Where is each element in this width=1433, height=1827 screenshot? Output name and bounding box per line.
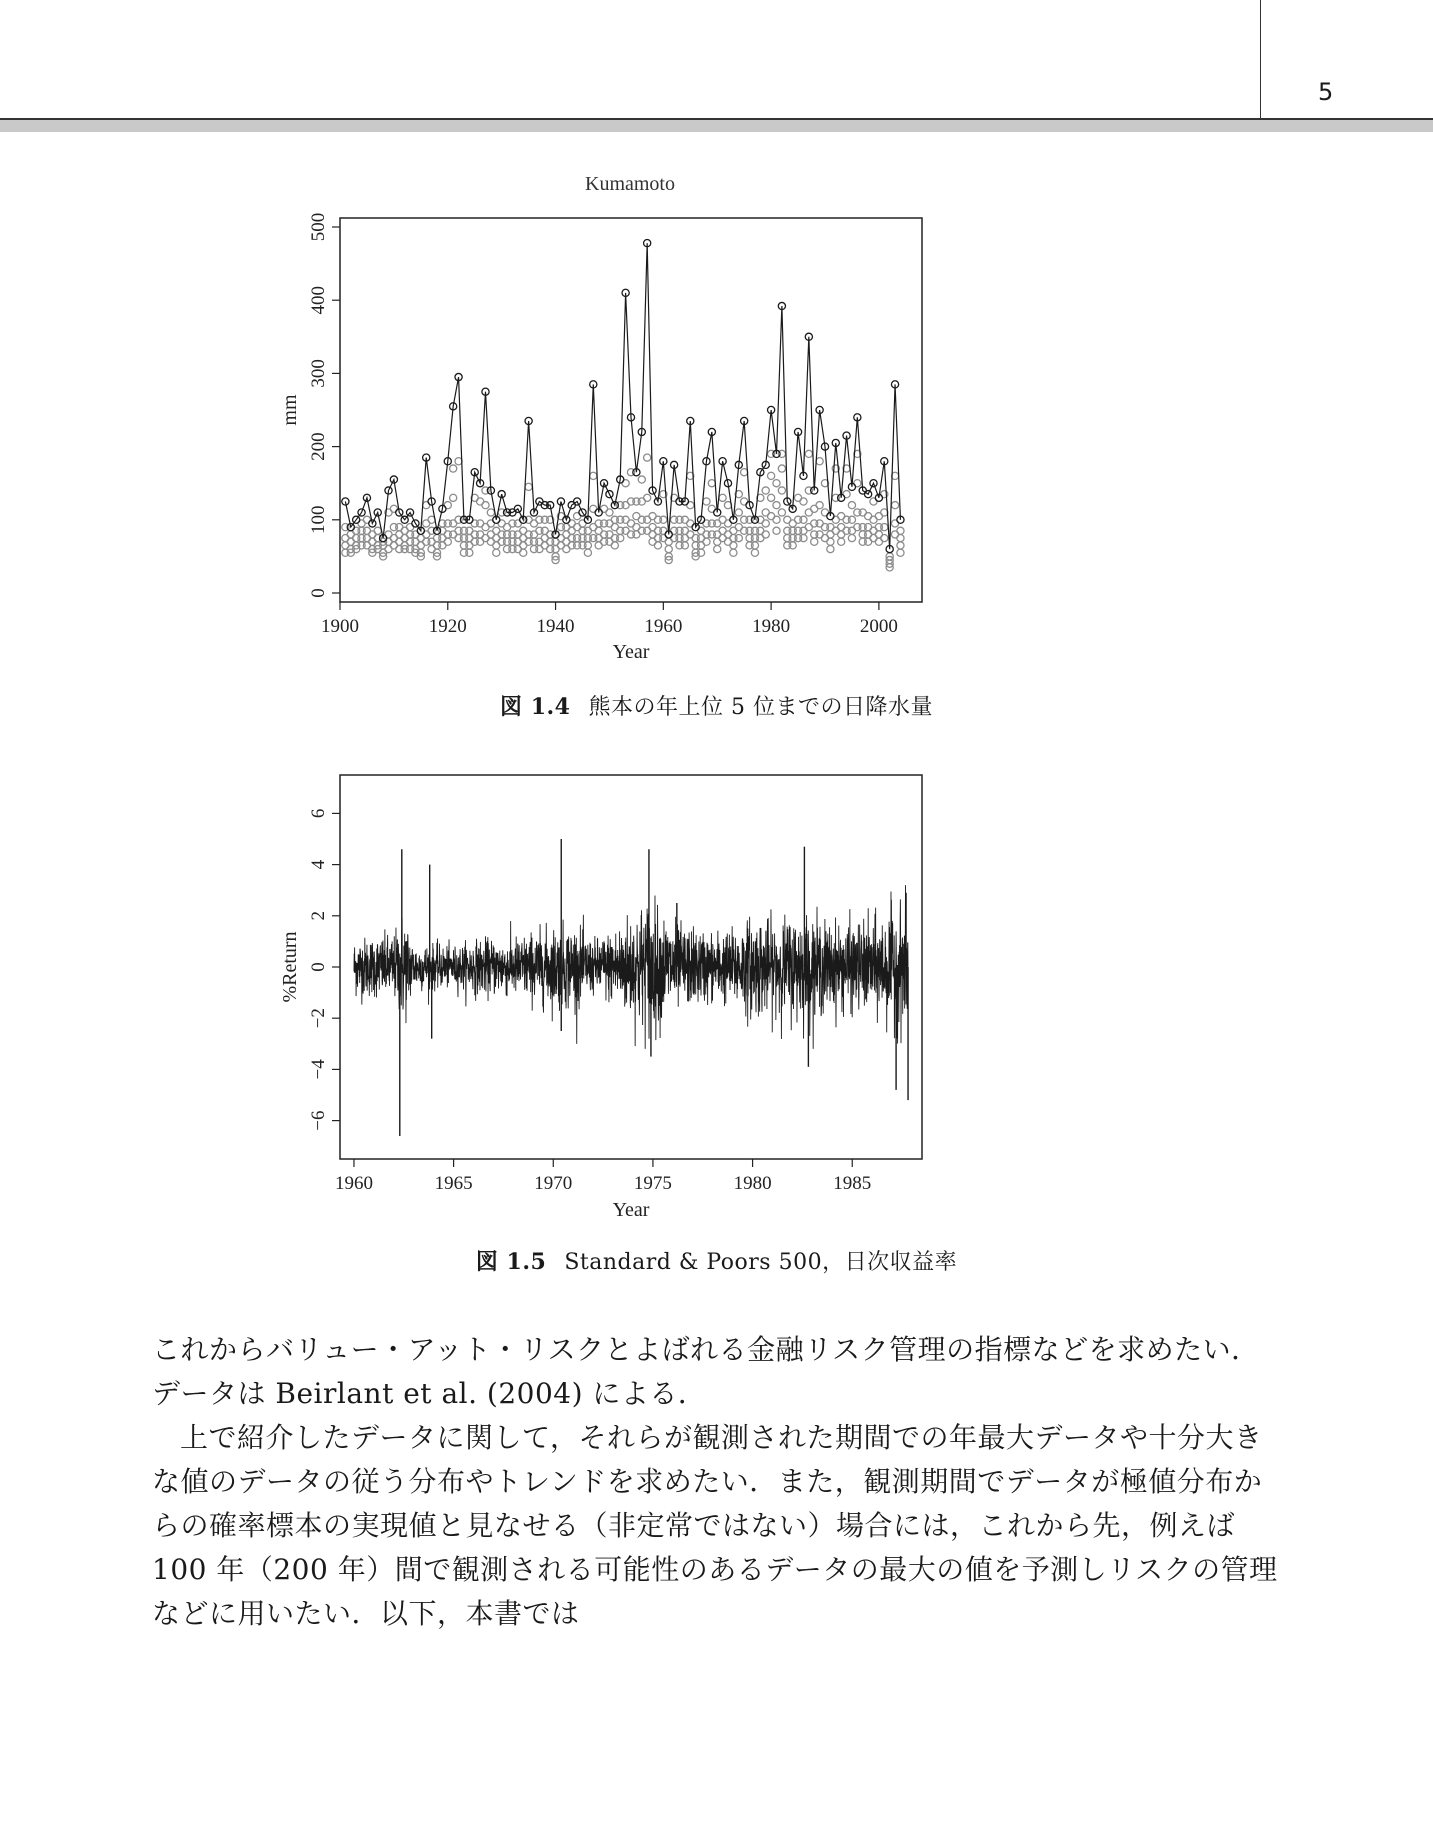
data-point: [827, 538, 834, 545]
data-point: [714, 538, 721, 545]
data-point: [827, 531, 834, 538]
y-tick-label: 0: [308, 962, 329, 972]
data-point: [751, 549, 758, 556]
data-point: [466, 527, 473, 534]
data-point: [611, 516, 618, 523]
data-point: [800, 535, 807, 542]
data-point: [789, 535, 796, 542]
data-point: [865, 513, 872, 520]
data-point: [838, 531, 845, 538]
data-point: [654, 542, 661, 549]
data-point: [848, 535, 855, 542]
figure-label: 図 1.4: [500, 694, 571, 720]
data-point: [778, 509, 785, 516]
data-point: [714, 531, 721, 538]
data-point: [703, 498, 710, 505]
paragraph: これからバリュー・アット・リスクとよばれる金融リスク管理の指標などを求めたい．データは Beirlant et al. (2004) による．: [152, 1333, 1260, 1410]
x-tick-label: 1985: [833, 1173, 872, 1194]
data-point: [654, 516, 661, 523]
y-tick-label: 0: [308, 588, 329, 598]
data-point: [493, 542, 500, 549]
x-tick-label: 1980: [752, 616, 791, 637]
data-point: [773, 527, 780, 534]
x-tick-label: 1960: [334, 1173, 373, 1194]
data-point: [714, 520, 721, 527]
data-point: [552, 538, 559, 545]
y-tick-label: 2: [308, 911, 329, 921]
data-point: [789, 527, 796, 534]
x-axis-label: Year: [612, 1199, 650, 1221]
data-point: [789, 520, 796, 527]
body-text: [152, 1328, 1287, 1636]
x-tick-label: 1960: [644, 616, 683, 637]
x-tick-label: 1965: [434, 1173, 473, 1194]
data-point: [762, 487, 769, 494]
y-tick-label: 4: [308, 859, 329, 870]
y-tick-label: −2: [308, 1008, 329, 1029]
x-tick-label: 1980: [733, 1173, 772, 1194]
data-point: [611, 524, 618, 531]
figure-caption-text: Standard & Poors 500，日次収益率: [564, 1250, 958, 1275]
figure-caption-text: 熊本の年上位 5 位までの日降水量: [588, 695, 933, 720]
data-point: [681, 527, 688, 534]
data-point: [520, 535, 527, 542]
data-point: [751, 542, 758, 549]
data-point: [487, 509, 494, 516]
figure-label: 図 1.5: [475, 1249, 547, 1275]
data-point: [477, 520, 484, 527]
chart-title: Kumamoto: [585, 173, 675, 195]
data-point: [730, 527, 737, 534]
data-point: [708, 480, 715, 487]
data-point: [827, 545, 834, 552]
data-point: [681, 542, 688, 549]
data-point: [433, 542, 440, 549]
data-point: [644, 494, 651, 501]
data-point: [768, 472, 775, 479]
x-tick-label: 1940: [536, 616, 575, 637]
data-point: [891, 502, 898, 509]
data-point: [897, 542, 904, 549]
returns-series-line: [354, 885, 908, 1049]
data-point: [730, 549, 737, 556]
x-tick-label: 1900: [321, 616, 359, 637]
data-point: [875, 524, 882, 531]
data-point: [477, 531, 484, 538]
data-point: [719, 494, 726, 501]
data-point: [417, 535, 424, 542]
data-point: [762, 509, 769, 516]
y-tick-label: 400: [308, 285, 329, 315]
data-point: [450, 494, 457, 501]
figure-kumamoto: [0, 160, 1433, 720]
data-point: [811, 520, 818, 527]
sp500-returns-chart: [0, 760, 1433, 1240]
data-point: [654, 535, 661, 542]
paragraph: 上で紹介したデータに関して，それらが観測された期間での年最大データや十分大きな値のデータの従う分布やトレンドを求めたい．また，観測期間でデータが極値分布からの確率標本の実現値と見なせる（非定常ではない）場合には，これから先，例えば 100 年（200 年）間で観測される可能性のあるデータの最大の値を予測しリスクの管理などに用いたい．以下，本書では: [152, 1421, 1278, 1630]
data-point: [875, 531, 882, 538]
x-tick-label: 1970: [534, 1173, 573, 1194]
x-axis-label: Year: [612, 641, 650, 663]
data-point: [735, 509, 742, 516]
data-point: [633, 498, 640, 505]
data-point: [665, 545, 672, 552]
data-point: [692, 535, 699, 542]
data-point: [827, 524, 834, 531]
data-point: [897, 527, 904, 534]
figure-sp500: [0, 760, 1433, 1280]
data-point: [493, 527, 500, 534]
data-point: [681, 535, 688, 542]
data-point: [692, 542, 699, 549]
figure-caption: [0, 690, 1433, 721]
data-point: [800, 498, 807, 505]
data-point: [875, 513, 882, 520]
data-point: [611, 535, 618, 542]
data-point: [897, 549, 904, 556]
y-tick-label: −4: [308, 1059, 329, 1080]
data-point: [773, 502, 780, 509]
header-vertical-rule: [1260, 0, 1261, 118]
x-tick-label: 2000: [859, 616, 898, 637]
data-point: [493, 535, 500, 542]
data-point: [838, 513, 845, 520]
data-point: [805, 450, 812, 457]
data-point: [897, 535, 904, 542]
data-point: [417, 542, 424, 549]
y-tick-label: 100: [308, 505, 329, 535]
data-point: [789, 542, 796, 549]
data-point: [374, 527, 381, 534]
data-point: [816, 458, 823, 465]
data-point: [665, 538, 672, 545]
figure-caption: [0, 1245, 1433, 1276]
y-tick-label: 6: [308, 808, 329, 819]
data-point: [644, 454, 651, 461]
data-point: [590, 472, 597, 479]
data-point: [520, 542, 527, 549]
data-point: [584, 527, 591, 534]
y-tick-label: −6: [308, 1110, 329, 1131]
data-point: [654, 527, 661, 534]
data-point: [450, 465, 457, 472]
data-point: [638, 476, 645, 483]
data-point: [811, 531, 818, 538]
page-number: 5: [1318, 78, 1334, 106]
data-point: [751, 535, 758, 542]
data-point: [778, 465, 785, 472]
data-point: [466, 542, 473, 549]
data-point: [800, 516, 807, 523]
data-point: [714, 545, 721, 552]
data-point: [778, 487, 785, 494]
data-point: [773, 480, 780, 487]
data-point: [477, 498, 484, 505]
data-point: [848, 516, 855, 523]
data-point: [848, 527, 855, 534]
data-point: [811, 538, 818, 545]
data-point: [595, 520, 602, 527]
data-point: [584, 549, 591, 556]
data-point: [811, 505, 818, 512]
data-point: [633, 513, 640, 520]
data-point: [584, 542, 591, 549]
x-tick-label: 1920: [428, 616, 467, 637]
data-point: [681, 516, 688, 523]
data-point: [493, 549, 500, 556]
data-point: [800, 527, 807, 534]
data-point: [865, 524, 872, 531]
data-point: [584, 535, 591, 542]
header-rule: [0, 118, 1433, 132]
data-point: [606, 509, 613, 516]
data-point: [730, 542, 737, 549]
y-tick-label: 200: [308, 432, 329, 461]
data-point: [466, 535, 473, 542]
data-point: [768, 494, 775, 501]
kumamoto-rainfall-chart: [0, 160, 1433, 680]
data-point: [611, 542, 618, 549]
y-axis-label: %Return: [279, 931, 301, 1003]
data-point: [751, 527, 758, 534]
data-point: [773, 516, 780, 523]
data-point: [730, 535, 737, 542]
data-point: [633, 524, 640, 531]
data-point: [433, 535, 440, 542]
data-point: [838, 524, 845, 531]
data-point: [466, 549, 473, 556]
data-point: [595, 527, 602, 534]
data-point: [552, 545, 559, 552]
data-point: [848, 502, 855, 509]
x-tick-label: 1975: [633, 1173, 672, 1194]
data-point: [520, 527, 527, 534]
data-point: [525, 483, 532, 490]
data-point: [838, 538, 845, 545]
y-tick-label: 500: [308, 212, 329, 242]
y-tick-label: 300: [308, 359, 329, 388]
data-point: [520, 549, 527, 556]
y-axis-label: mm: [279, 394, 301, 426]
